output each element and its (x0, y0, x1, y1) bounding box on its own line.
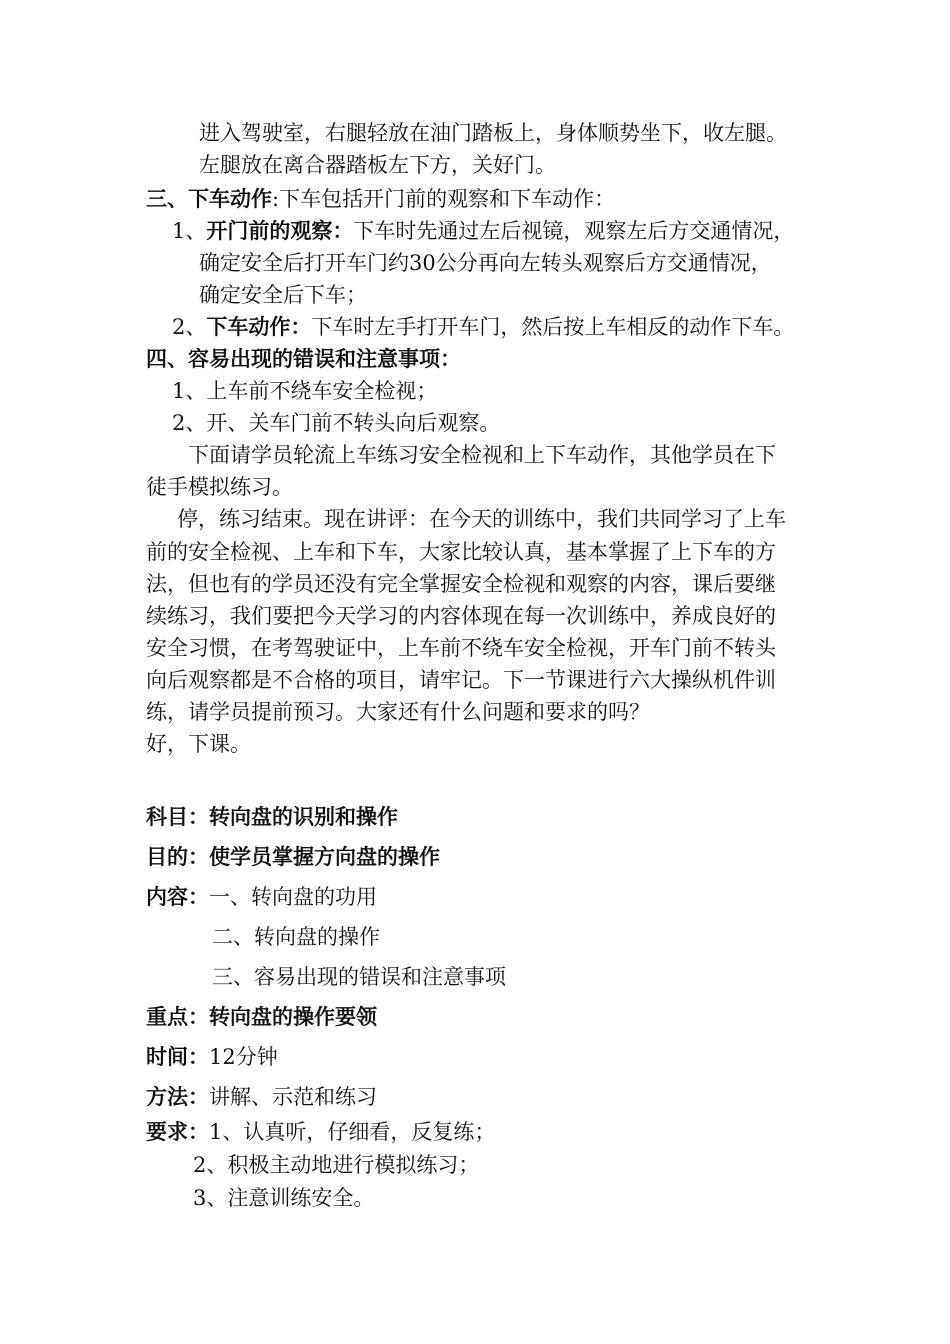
lesson-time-row (146, 1042, 278, 1072)
paragraph-line: 下面请学员轮流上车练习安全检视和上下车动作，其他学员在下 (188, 443, 776, 467)
section-four-heading: 四、容易出现的错误和注意事项： (146, 346, 461, 371)
time-label: 时间： (146, 1044, 209, 1069)
body-line: 左腿放在离合器踏板左下方，关好门。 (199, 153, 556, 177)
content-item: 三、容易出现的错误和注意事项 (212, 965, 506, 989)
time-value: 12分钟 (209, 1045, 278, 1069)
item-text: 下车时左手打开车门，然后按上车相反的动作下车。 (311, 315, 795, 339)
item-number: 2、 (172, 315, 207, 339)
section-three-line (146, 184, 615, 214)
requirements-label: 要求： (146, 1119, 209, 1144)
paragraph-line: 续练习，我们要把今天学习的内容体现在每一次训练中，养成良好的 (146, 604, 776, 628)
content-item: 二、转向盘的操作 (212, 925, 380, 949)
lesson-requirements-row (146, 1117, 495, 1147)
section-heading: 三、下车动作 (146, 186, 272, 211)
method-label: 方法： (146, 1084, 209, 1109)
paragraph-line: 前的安全检视、上车和下车，大家比较认真，基本掌握了上下车的方 (146, 540, 776, 564)
requirement-item: 2、积极主动地进行模拟练习； (193, 1153, 480, 1177)
paragraph-line: 向后观察都是不合格的项目，请牢记。下一节课进行六大操纵机件训 (146, 668, 776, 692)
paragraph-line: 安全习惯，在考驾驶证中，上车前不绕车安全检视，开车门前不转头 (146, 636, 776, 660)
body-line: 进入驾驶室，右腿轻放在油门踏板上，身体顺势坐下，收左腿。 (199, 121, 787, 145)
list-item (172, 312, 794, 342)
lesson-content-row (146, 882, 377, 912)
method-value: 讲解、示范和练习 (209, 1085, 377, 1109)
item-number: 1、 (172, 219, 207, 243)
paragraph-line: 练，请学员提前预习。大家还有什么问题和要求的吗？ (146, 700, 650, 724)
list-item (172, 216, 794, 246)
item-heading: 开门前的观察： (206, 218, 354, 243)
item-text: 下车时先通过左后视镜，观察左后方交通情况， (353, 219, 795, 243)
body-line: 确定安全后打开车门约30公分再向左转头观察后方交通情况， (199, 251, 772, 275)
item-heading: 下车动作： (206, 314, 312, 339)
paragraph-line: 好，下课。 (146, 732, 251, 756)
list-item: 2、开、关车门前不转头向后观察。 (172, 411, 501, 435)
requirement-item: 1、认真听，仔细看，反复练； (209, 1120, 496, 1144)
body-line: 确定安全后下车； (199, 283, 367, 307)
paragraph-line: 停，练习结束。现在讲评：在今天的训练中，我们共同学习了上车 (177, 507, 786, 531)
requirement-item: 3、注意训练安全。 (193, 1186, 375, 1210)
content-item: 一、转向盘的功用 (209, 885, 377, 909)
paragraph-line: 徒手模拟练习。 (146, 475, 293, 499)
lesson-key-point: 重点：转向盘的操作要领 (146, 1004, 377, 1029)
lesson-purpose: 目的：使学员掌握方向盘的操作 (146, 844, 440, 869)
lesson-subject: 科目：转向盘的识别和操作 (146, 804, 398, 829)
paragraph-line: 法，但也有的学员还没有完全掌握安全检视和观察的内容，课后要继 (146, 572, 776, 596)
section-text: :下车包括开门前的观察和下车动作： (272, 187, 616, 211)
content-label: 内容： (146, 884, 209, 909)
lesson-method-row (146, 1082, 377, 1112)
list-item: 1、上车前不绕车安全检视； (172, 379, 438, 403)
